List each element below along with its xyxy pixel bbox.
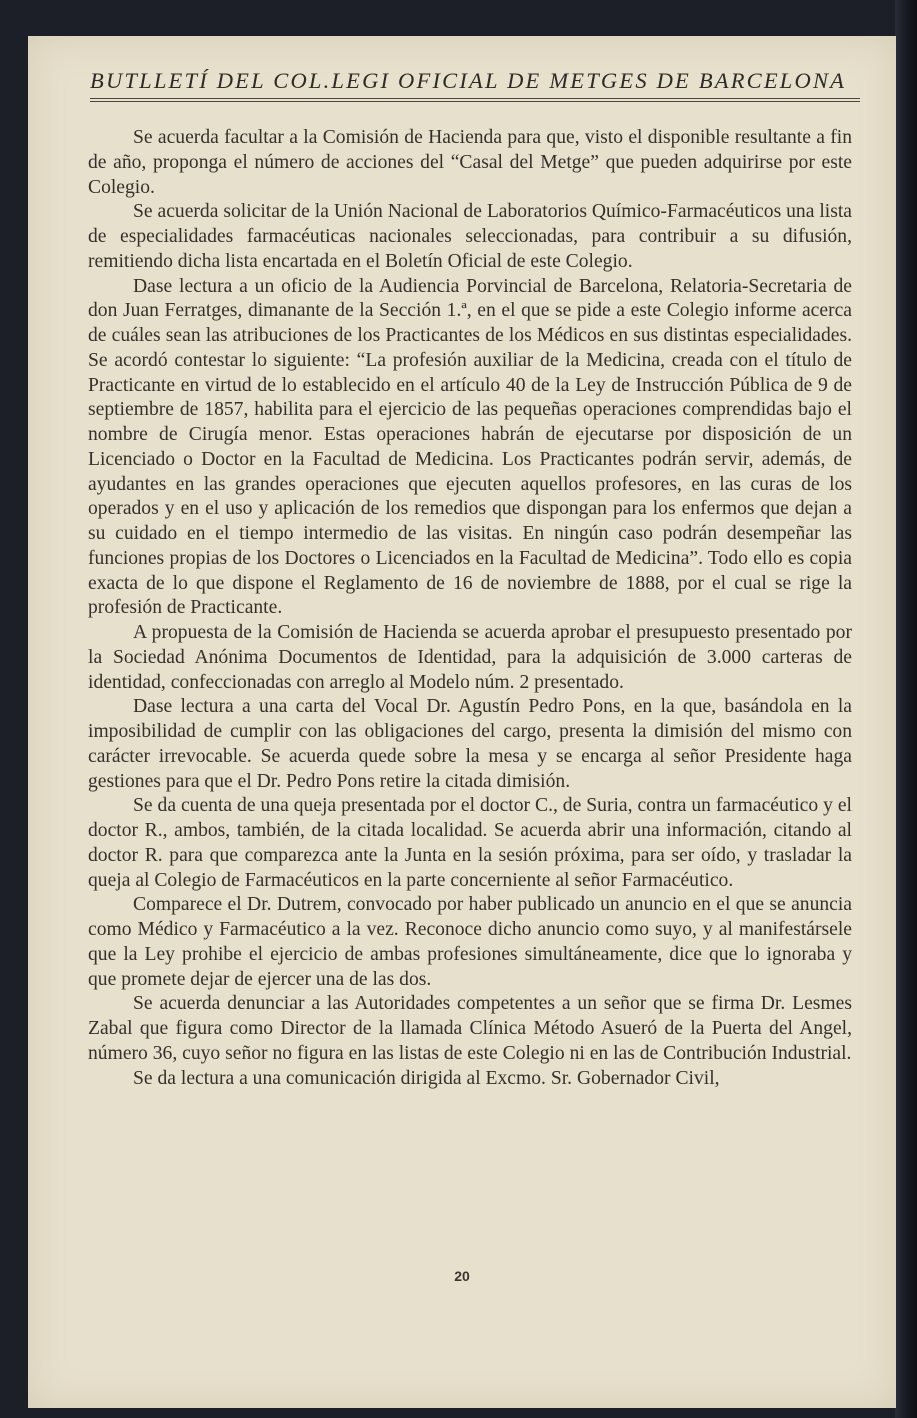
paragraph: A propuesta de la Comisión de Hacienda se acuerda aprobar el presupuesto presentado por la Sociedad Anónima Documentos de Identidad, para la adquisición de 3.000 carteras de identidad, confeccionadas con arreglo al Modelo núm. 2 presentado. xyxy=(88,622,852,693)
paragraph: Se acuerda solicitar de la Unión Nacional de Laboratorios Químico-Farmacéuticos una lista de especialidades farmacéuticas nacionales seleccionadas, para contribuir a su difusión, remitiendo dicha lista encartada en el Boletín Oficial de este Colegio. xyxy=(88,201,852,272)
paragraph: Dase lectura a una carta del Vocal Dr. Agustín Pedro Pons, en la que, basándola en la imposibilidad de cumplir con las obligaciones del cargo, presenta la dimisión del mismo con carácter irrevocable. Se acuerda quede sobre la mesa y se encarga al señor Presidente haga gestiones para que el Dr. Pedro Pons retire la citada dimisión. xyxy=(88,696,852,792)
paragraph: Se acuerda denunciar a las Autoridades competentes a un señor que se firma Dr. Lesmes Zabal que figura como Director de la llamada Clínica Método Asueró de la Puerta del Angel, número 36, cuyo señor no figura en las listas de este Colegio ni en las de Contribución Industrial. xyxy=(88,993,852,1064)
binding-spine xyxy=(895,0,917,1418)
paragraph: Comparece el Dr. Dutrem, convocado por haber publicado un anuncio en el que se anuncia como Médico y Farmacéutico a la vez. Reconoce dicho anuncio como suyo, y al manifestársele que la Ley prohibe el ejercicio de ambas profesiones simultáneamente, dice que lo ignoraba y que promete dejar de ejercer una de las dos. xyxy=(88,894,852,990)
header-rule-bottom xyxy=(90,101,860,102)
document-page xyxy=(28,36,896,1408)
header-rule-top xyxy=(90,98,860,99)
page-number: 20 xyxy=(454,1268,470,1284)
paragraph: Dase lectura a un oficio de la Audiencia Porvincial de Barcelona, Relatoria-Secretaria de don Juan Ferratges, dimanante de la Sección 1.ª, en el que se pide a este Colegio informe acerca de cuáles sean las atribuciones de los Practicantes de los Médicos en sus distintas especialidades. Se acordó contestar lo siguiente: “La profesión auxiliar de la Medicina, creada con el título de Practicante en virtud de lo establecido en el artículo 40 de la Ley de Instrucción Pública de 9 de septiembre de 1857, habilita para el ejercicio de las pequeñas operaciones comprendidas bajo el nombre de Cirugía menor. Estas operaciones habrán de ejecutarse por disposición de un Licenciado o Doctor en la Facultad de Medicina. Los Practicantes podrán servir, además, de ayudantes en las grandes operaciones que ejecuten aquellos profesores, en las curas de los operados y en el uso y aplicación de los remedios que dispongan para los enfermos que dejan a su cuidado en el tiempo intermedio de las visitas. En ningún caso podrán desempeñar las funciones propias de los Doctores o Licenciados en la Facultad de Medicina”. Todo ello es copia exacta de lo que dispone el Reglamento de 16 de noviembre de 1888, por el cual se rige la profesión de Practicante. xyxy=(88,275,852,619)
body-text xyxy=(88,126,852,1091)
paragraph: Se da cuenta de una queja presentada por el doctor C., de Suria, contra un farmacéutico y el doctor R., ambos, también, de la citada localidad. Se acuerda abrir una información, citando al doctor R. para que comparezca ante la Junta en la sesión próxima, para ser oído, y trasladar la queja al Colegio de Farmacéuticos en la parte concerniente al señor Farmacéutico. xyxy=(88,795,852,891)
paragraph: Se da lectura a una comunicación dirigida al Excmo. Sr. Gobernador Civil, xyxy=(133,1067,720,1089)
running-header: BUTLLETÍ DEL COL.LEGI OFICIAL DE METGES DE BARCELONA xyxy=(90,68,847,93)
paragraph: Se acuerda facultar a la Comisión de Hacienda para que, visto el disponible resultante a fin de año, proponga el número de acciones del “Casal del Metge” que pueden adquirirse por este Colegio. xyxy=(88,127,852,198)
